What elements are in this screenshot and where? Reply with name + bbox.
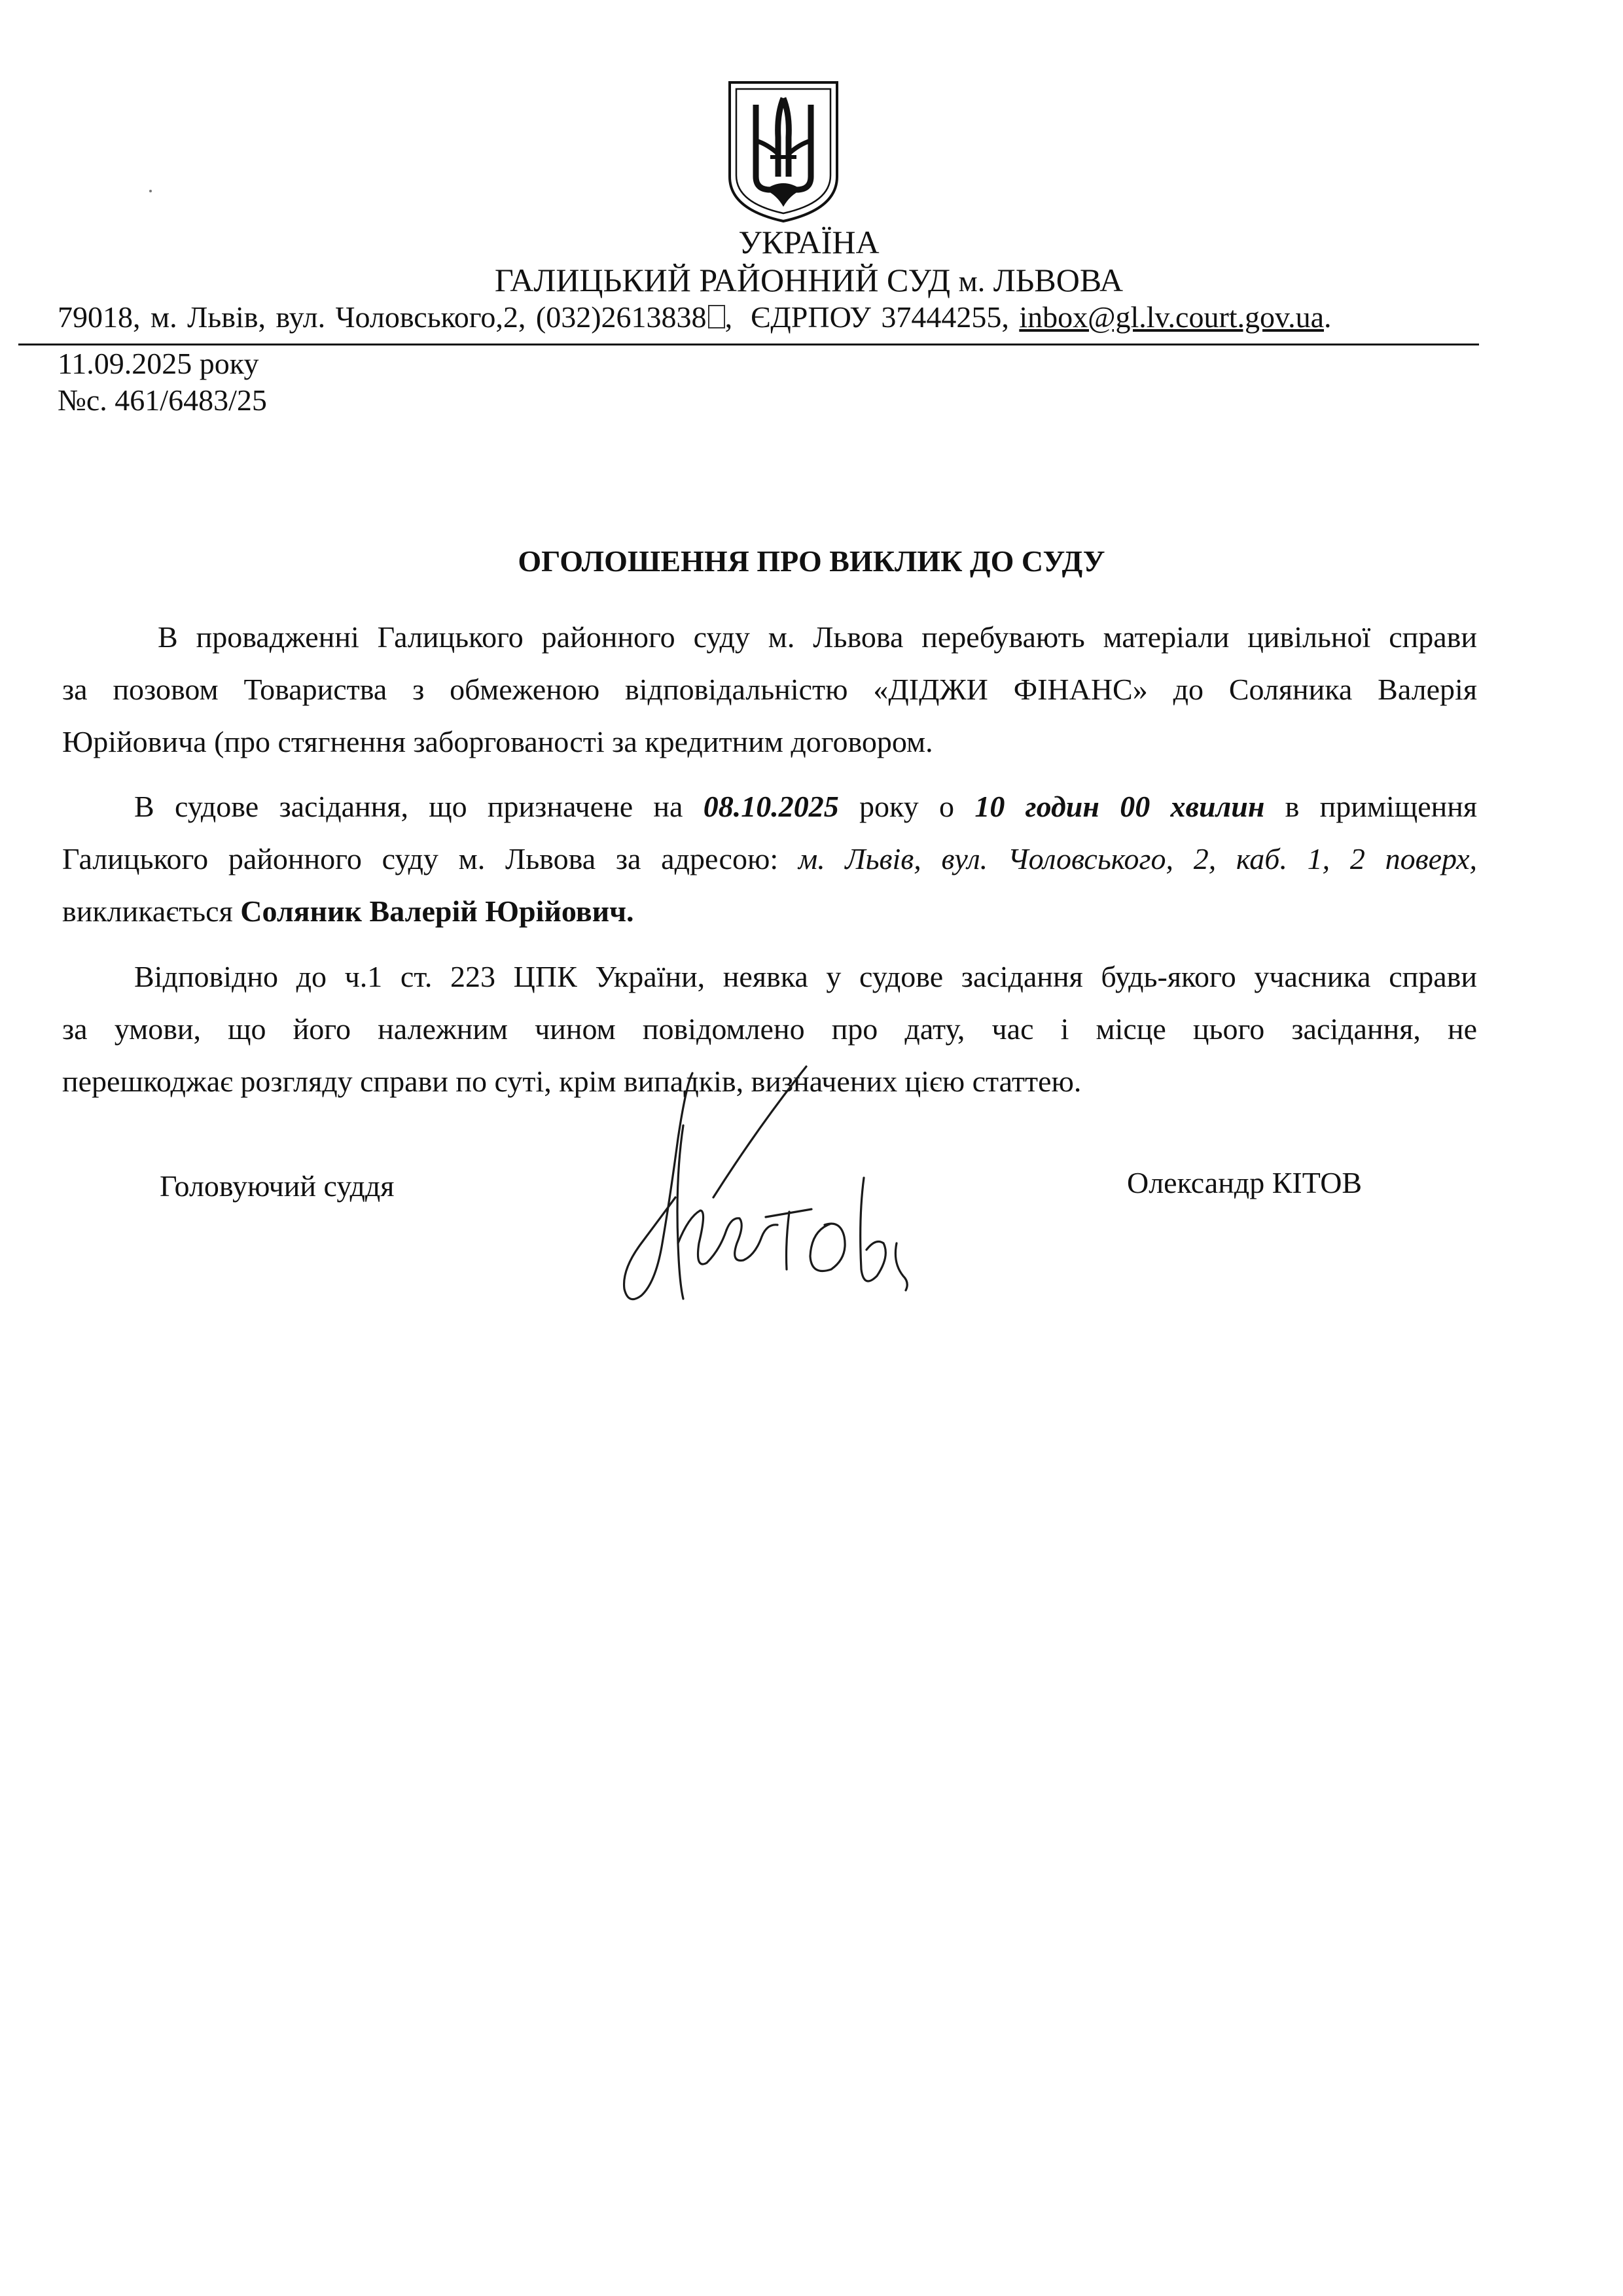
hearing-address: м. Львів, вул. Чоловського, 2, каб. 1, 2 поверх,: [798, 842, 1478, 875]
paragraph-text: Відповідно до ч.1 ст. 223 ЦПК України, неявка у судове засідання будь-якого учасника справи: [134, 960, 1477, 993]
court-contacts: 79018, м. Львів, вул. Чоловського,2, (032)2613838 , ЄДРПОУ 37444255, inbox@gl.lv.court.gov.ua.: [58, 300, 1332, 334]
signature-role: Головуючий суддя: [160, 1169, 395, 1203]
court-address: 79018, м. Львів, вул. Чоловського,2, (032)2613838: [58, 300, 707, 334]
paragraph-line: [62, 611, 1477, 663]
paragraph-case-materials: [62, 611, 1477, 768]
court-city: ЛЬВОВА: [985, 262, 1124, 298]
court-heading: [0, 260, 1620, 301]
paragraph-line: перешкоджає розгляду справи по суті, крім випадків, визначених цією статтею.: [62, 1065, 1082, 1098]
paragraph-text: В провадженні Галицького районного суду м. Львова перебувають матеріали цивільної справи: [158, 620, 1477, 654]
hearing-time: 10 годин 00 хвилин: [974, 790, 1265, 823]
hearing-year-word: року о: [859, 790, 955, 823]
paragraph-line: [62, 833, 1477, 885]
defendant-name: Соляник Валерій Юрійович.: [240, 894, 634, 928]
paragraph-line: [62, 781, 1477, 833]
missing-glyph-box: [708, 305, 725, 328]
case-number: №с. 461/6483/25: [58, 383, 267, 417]
hearing-intro: В судове засідання, що призначене на: [134, 790, 683, 823]
hearing-date: 08.10.2025: [703, 790, 839, 823]
paragraph-line: за умови, що його належним чином повідомлено про дату, час і місце цього засідання, не: [62, 1012, 1477, 1046]
hearing-premises: в приміщення: [1285, 790, 1478, 823]
paragraph-line: за позовом Товариства з обмеженою відповідальністю «ДІДЖИ ФІНАНС» до Соляника Валерія: [62, 673, 1477, 706]
trident-icon: [724, 79, 842, 224]
court-name: ГАЛИЦЬКИЙ РАЙОННИЙ СУД: [494, 262, 959, 298]
judge-name: Олександр КІТОВ: [1127, 1166, 1363, 1199]
court-email-tail: .: [1324, 300, 1332, 334]
paragraph-line: Юрійовича (про стягнення заборгованості за кредитним договором.: [62, 725, 933, 758]
document-date: 11.09.2025 року: [58, 347, 259, 380]
court-city-abbr: м.: [958, 264, 986, 298]
document-title: ОГОЛОШЕННЯ ПРО ВИКЛИК ДО СУДУ: [518, 544, 1105, 578]
paragraph-line: [62, 951, 1477, 1003]
summoned-intro: викликається: [62, 894, 233, 928]
court-edrpou: ЄДРПОУ 37444255,: [751, 300, 1009, 334]
court-email-link[interactable]: inbox@gl.lv.court.gov.ua: [1019, 300, 1324, 334]
hearing-address-intro: Галицького районного суду м. Львова за адресою:: [62, 842, 779, 875]
paragraph-line: [62, 885, 1477, 938]
paragraph-hearing-summons: [62, 781, 1477, 938]
country-heading: УКРАЇНА: [738, 224, 880, 260]
scan-speck: [149, 190, 152, 192]
judge-signature: [615, 1047, 955, 1322]
